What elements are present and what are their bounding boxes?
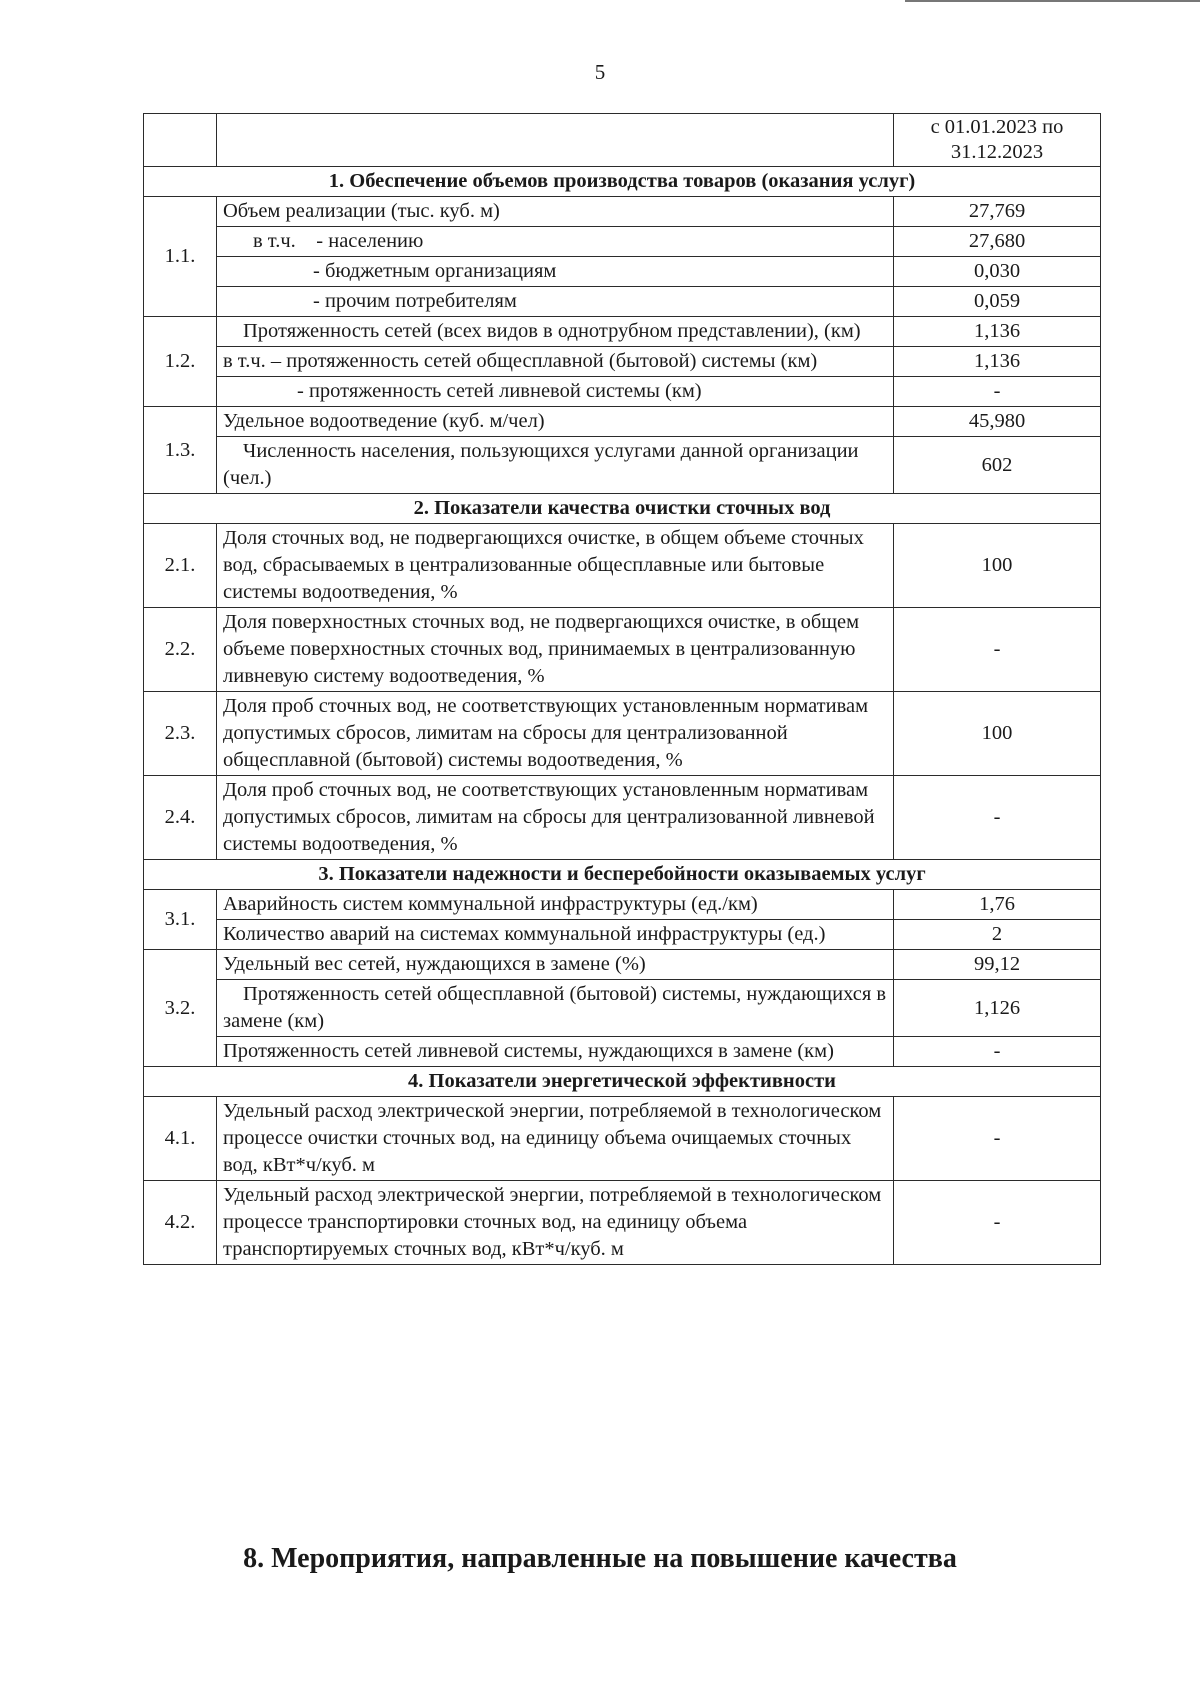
section-row (144, 1067, 1101, 1097)
indicator-value: 27,769 (894, 197, 1101, 227)
indicator-value: 100 (894, 524, 1101, 608)
table-row (144, 1097, 1101, 1181)
indicator-value: 1,136 (894, 347, 1101, 377)
indicator-name: - бюджетным организациям (217, 257, 894, 287)
table-row (144, 692, 1101, 776)
top-edge-rule (905, 0, 1200, 2)
table-row (144, 776, 1101, 860)
indicator-name: Численность населения, пользующихся услугами данной организации (чел.) (217, 437, 894, 494)
indicator-value: 45,980 (894, 407, 1101, 437)
row-number: 3.2. (144, 950, 217, 1067)
table-row (144, 317, 1101, 347)
table-row (144, 287, 1101, 317)
indicator-name: - протяженность сетей ливневой системы (км) (217, 377, 894, 407)
indicator-name: Объем реализации (тыс. куб. м) (217, 197, 894, 227)
indicator-value: 0,059 (894, 287, 1101, 317)
header-name-cell (217, 114, 894, 167)
indicator-value: 602 (894, 437, 1101, 494)
section-row (144, 167, 1101, 197)
row-number: 1.3. (144, 407, 217, 494)
indicator-name: Удельный вес сетей, нуждающихся в замене (%) (217, 950, 894, 980)
row-number: 1.1. (144, 197, 217, 317)
header-num-cell (144, 114, 217, 167)
section-1-title: 1. Обеспечение объемов производства товаров (оказания услуг) (144, 167, 1101, 197)
table-row (144, 524, 1101, 608)
section-4-title: 4. Показатели энергетической эффективности (144, 1067, 1101, 1097)
section-2-title: 2. Показатели качества очистки сточных вод (144, 494, 1101, 524)
row-number: 4.2. (144, 1181, 217, 1265)
indicator-value: - (894, 1181, 1101, 1265)
table-row (144, 437, 1101, 494)
section-row (144, 860, 1101, 890)
row-number: 3.1. (144, 890, 217, 950)
indicator-name: в т.ч. - населению (217, 227, 894, 257)
table-row (144, 407, 1101, 437)
indicator-name: Удельный расход электрической энергии, потребляемой в технологическом процессе очистки сточных вод, на единицу объема очищаемых сточных вод, кВт*ч/куб. м (217, 1097, 894, 1181)
table-row (144, 197, 1101, 227)
indicator-value: 1,126 (894, 980, 1101, 1037)
row-number: 4.1. (144, 1097, 217, 1181)
indicator-name: Протяженность сетей общесплавной (бытовой) системы, нуждающихся в замене (км) (217, 980, 894, 1037)
indicator-name: Доля проб сточных вод, не соответствующих установленным нормативам допустимых сбросов, лимитам на сбросы для централизованной ливневой системы водоотведения, % (217, 776, 894, 860)
section-row (144, 494, 1101, 524)
table-row (144, 920, 1101, 950)
indicators-table (143, 113, 1101, 1265)
indicator-value: 99,12 (894, 950, 1101, 980)
table-row (144, 377, 1101, 407)
table-header-row (144, 114, 1101, 167)
indicator-value: - (894, 1037, 1101, 1067)
header-period-cell: с 01.01.2023 по 31.12.2023 (894, 114, 1101, 167)
table-row (144, 950, 1101, 980)
table-row (144, 257, 1101, 287)
section-3-title: 3. Показатели надежности и бесперебойности оказываемых услуг (144, 860, 1101, 890)
row-number: 2.3. (144, 692, 217, 776)
row-number: 2.1. (144, 524, 217, 608)
table-row (144, 608, 1101, 692)
section-8-heading: 8. Мероприятия, направленные на повышение качества (243, 1543, 957, 1574)
indicator-value: 1,136 (894, 317, 1101, 347)
indicator-value: 1,76 (894, 890, 1101, 920)
table-row (144, 227, 1101, 257)
row-number: 1.2. (144, 317, 217, 407)
indicator-name: Аварийность систем коммунальной инфраструктуры (ед./км) (217, 890, 894, 920)
indicator-name: Доля проб сточных вод, не соответствующих установленным нормативам допустимых сбросов, лимитам на сбросы для централизованной общесплавной (бытовой) системы водоотведения, % (217, 692, 894, 776)
indicator-name: Количество аварий на системах коммунальной инфраструктуры (ед.) (217, 920, 894, 950)
table-row (144, 1037, 1101, 1067)
indicator-value: - (894, 1097, 1101, 1181)
indicator-value: 100 (894, 692, 1101, 776)
page-number: 5 (594, 60, 606, 84)
table-row (144, 1181, 1101, 1265)
table-row (144, 890, 1101, 920)
indicator-value: - (894, 377, 1101, 407)
indicator-value: 2 (894, 920, 1101, 950)
indicator-name: в т.ч. – протяженность сетей общесплавной (бытовой) системы (км) (217, 347, 894, 377)
indicator-value: - (894, 776, 1101, 860)
table-row (144, 980, 1101, 1037)
indicator-name: Доля сточных вод, не подвергающихся очистке, в общем объеме сточных вод, сбрасываемых в централизованные общесплавные или бытовые системы водоотведения, % (217, 524, 894, 608)
indicator-name: Доля поверхностных сточных вод, не подвергающихся очистке, в общем объеме поверхностных сточных вод, принимаемых в централизованную ливневую систему водоотведения, % (217, 608, 894, 692)
indicator-value: 0,030 (894, 257, 1101, 287)
row-number: 2.4. (144, 776, 217, 860)
indicator-value: 27,680 (894, 227, 1101, 257)
indicator-name: - прочим потребителям (217, 287, 894, 317)
indicator-value: - (894, 608, 1101, 692)
indicator-name: Удельный расход электрической энергии, потребляемой в технологическом процессе транспортировки сточных вод, на единицу объема транспортируемых сточных вод, кВт*ч/куб. м (217, 1181, 894, 1265)
indicator-name: Протяженность сетей (всех видов в однотрубном представлении), (км) (217, 317, 894, 347)
indicator-name: Протяженность сетей ливневой системы, нуждающихся в замене (км) (217, 1037, 894, 1067)
row-number: 2.2. (144, 608, 217, 692)
indicator-name: Удельное водоотведение (куб. м/чел) (217, 407, 894, 437)
table-row (144, 347, 1101, 377)
